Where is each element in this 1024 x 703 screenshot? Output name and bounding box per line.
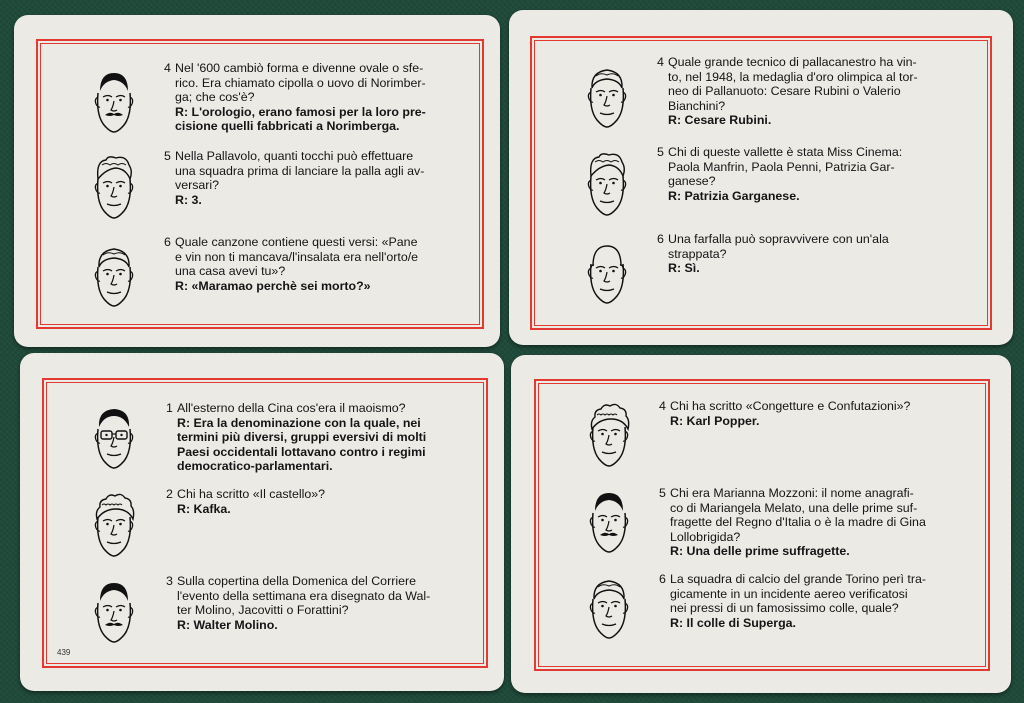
- question-text: All'esterno della Cina cos'era il maoismo?: [177, 401, 406, 415]
- question-text: Chi era Marianna Mozzoni: il nome anagrafi- co di Mariangela Melato, una delle prime suf- fragette del Regno d'Italia o è la madre di Gina Lollobrigida?: [670, 486, 926, 544]
- quiz-card-3: [20, 353, 504, 691]
- wavy-hair-face-icon: [86, 151, 142, 221]
- question-text: Nella Pallavolo, quanti tocchi può effettuare una squadra prima di lanciare la palla agli av- versari?: [175, 149, 425, 193]
- question-block: [659, 486, 981, 559]
- question-number: 1: [166, 401, 173, 415]
- question-number: 5: [657, 145, 664, 159]
- question-block: [166, 487, 478, 516]
- answer-text: R: L'orologio, erano famosi per la loro pre- cisione quelli fabbricati a Norimberga.: [175, 104, 426, 134]
- question-text: Chi ha scritto «Congetture e Confutazioni»?: [670, 399, 911, 413]
- elderly-face-icon: [86, 239, 142, 309]
- answer-text: R: «Maramao perchè sei morto?»: [175, 278, 371, 293]
- curly-hair-face-icon: [86, 489, 142, 559]
- answer-text: R: Era la denominazione con la quale, nei termini più diversi, gruppi eversivi di molti Paesi occidentali lottavano contro i regimi democratico-parlamentari.: [177, 415, 427, 474]
- wavy-hair-face-icon: [579, 148, 635, 218]
- question-text: Nel '600 cambiò forma e divenne ovale o sfe- rico. Era chiamato cipolla o uovo di Norimber- ga; che cos'è?: [175, 61, 426, 105]
- quiz-card-2: [509, 10, 1013, 345]
- answer-text: R: Una delle prime suffragette.: [670, 544, 850, 559]
- bald-face-icon: [579, 236, 635, 306]
- question-block: [164, 235, 472, 293]
- question-number: 6: [659, 572, 666, 586]
- question-number: 4: [657, 55, 664, 69]
- question-number: 3: [166, 574, 173, 588]
- elderly-face-icon: [581, 571, 637, 641]
- answer-text: R: Kafka.: [177, 501, 231, 516]
- question-block: [657, 232, 982, 276]
- card-number: 439: [57, 648, 71, 657]
- mustache-face-icon: [86, 65, 142, 135]
- question-block: [164, 149, 472, 207]
- question-text: Chi di queste vallette è stata Miss Cinema: Paola Manfrin, Paola Penni, Patrizia Gar- ganese?: [668, 145, 903, 189]
- question-block: [657, 145, 982, 203]
- question-text: Sulla copertina della Domenica del Corriere l'evento della settimana era disegnato da Wal- ter Molino, Jacovitti o Forattini?: [177, 574, 431, 618]
- question-number: 5: [659, 486, 666, 500]
- question-block: [657, 55, 982, 128]
- question-text: Una farfalla può sopravvivere con un'ala strappata?: [668, 232, 889, 261]
- quiz-card-4: [511, 355, 1011, 693]
- answer-text: R: Patrizia Garganese.: [668, 188, 800, 203]
- question-block: [164, 61, 472, 134]
- answer-text: R: Sì.: [668, 261, 700, 276]
- question-number: 4: [659, 399, 666, 413]
- answer-text: R: Cesare Rubini.: [668, 113, 772, 128]
- question-number: 4: [164, 61, 171, 75]
- question-number: 6: [657, 232, 664, 246]
- quiz-card-1: [14, 15, 500, 347]
- question-text: Quale canzone contiene questi versi: «Pane e vin non ti mancava/l'insalata era nell'orto/e una casa avevi tu»?: [175, 235, 419, 279]
- question-block: [166, 574, 478, 632]
- answer-text: R: Karl Popper.: [670, 413, 760, 428]
- answer-text: R: Il colle di Superga.: [670, 615, 796, 630]
- question-number: 5: [164, 149, 171, 163]
- elderly-face-icon: [579, 60, 635, 130]
- mustache-face-icon: [581, 485, 637, 555]
- question-block: [659, 399, 981, 428]
- curly-hair-face-icon: [581, 399, 637, 469]
- question-text: Quale grande tecnico di pallacanestro ha vin- to, nel 1948, la medaglia d'oro olimpica al tor- neo di Pallanuoto: Cesare Rubini o Valerio Bianchini?: [668, 55, 918, 113]
- question-block: [659, 572, 981, 630]
- answer-text: R: 3.: [175, 192, 202, 207]
- question-text: La squadra di calcio del grande Torino perì tra- gicamente in un incidente aereo verificatosi nei pressi di un famosissimo colle, quale?: [670, 572, 926, 616]
- question-number: 6: [164, 235, 171, 249]
- question-text: Chi ha scritto «Il castello»?: [177, 487, 326, 501]
- answer-text: R: Walter Molino.: [177, 617, 278, 632]
- question-block: [166, 401, 478, 474]
- glasses-face-icon: [86, 401, 142, 471]
- question-number: 2: [166, 487, 173, 501]
- mustache-face-icon: [86, 575, 142, 645]
